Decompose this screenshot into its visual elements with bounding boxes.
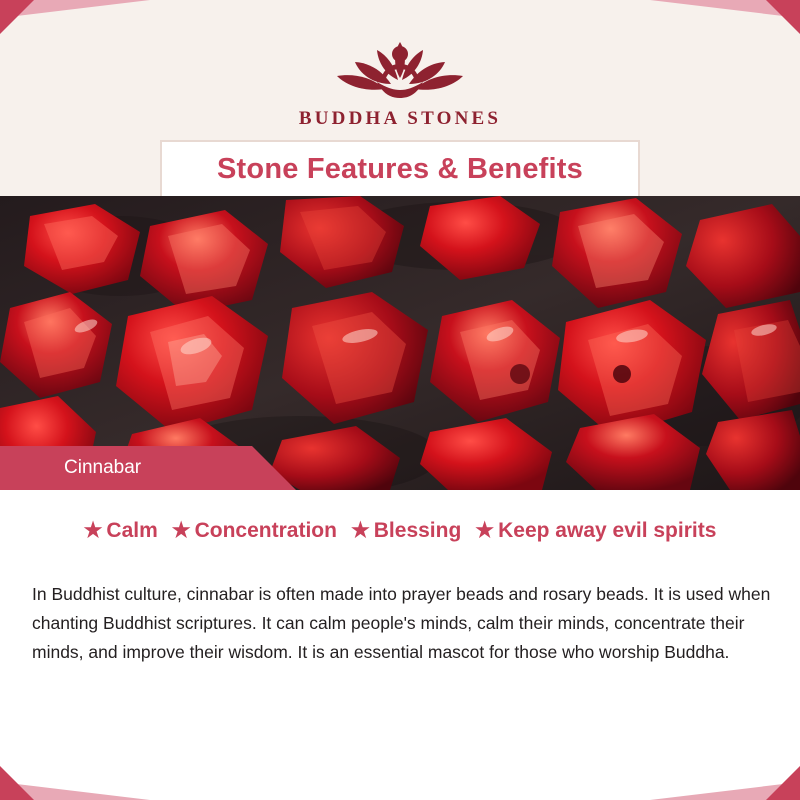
corner-bottom-left <box>0 766 34 800</box>
page-title: Stone Features & Benefits <box>217 152 583 185</box>
brand-lockup <box>0 24 800 130</box>
benefit-item <box>475 518 716 543</box>
corner-top-right <box>766 0 800 34</box>
star-icon: ★ <box>171 519 191 542</box>
star-icon: ★ <box>350 519 370 542</box>
star-icon: ★ <box>475 519 495 542</box>
benefit-item <box>351 518 461 543</box>
benefit-label: Calm <box>106 518 158 542</box>
benefit-label: Blessing <box>373 518 462 542</box>
star-icon: ★ <box>83 519 103 542</box>
benefit-label: Concentration <box>194 518 337 542</box>
title-plaque <box>160 140 640 196</box>
lotus-meditation-icon <box>325 24 475 106</box>
stone-name-ribbon <box>0 446 252 490</box>
benefits-row <box>0 518 800 543</box>
corner-top-left <box>0 0 34 34</box>
corner-bottom-right <box>766 766 800 800</box>
brand-name: BUDDHA STONES <box>298 108 502 129</box>
benefit-label: Keep away evil spirits <box>498 518 717 542</box>
benefit-item <box>84 518 158 543</box>
stone-name-label: Cinnabar <box>64 457 142 478</box>
benefit-item <box>172 518 337 543</box>
description-text: In Buddhist culture, cinnabar is often made into prayer beads and rosary beads. It is used when chanting Buddhist scriptures. It can calm people's minds, calm their minds, concentrate their minds, and improve their wisdom. It is an essential mascot for those who worship Buddha. <box>32 583 771 662</box>
